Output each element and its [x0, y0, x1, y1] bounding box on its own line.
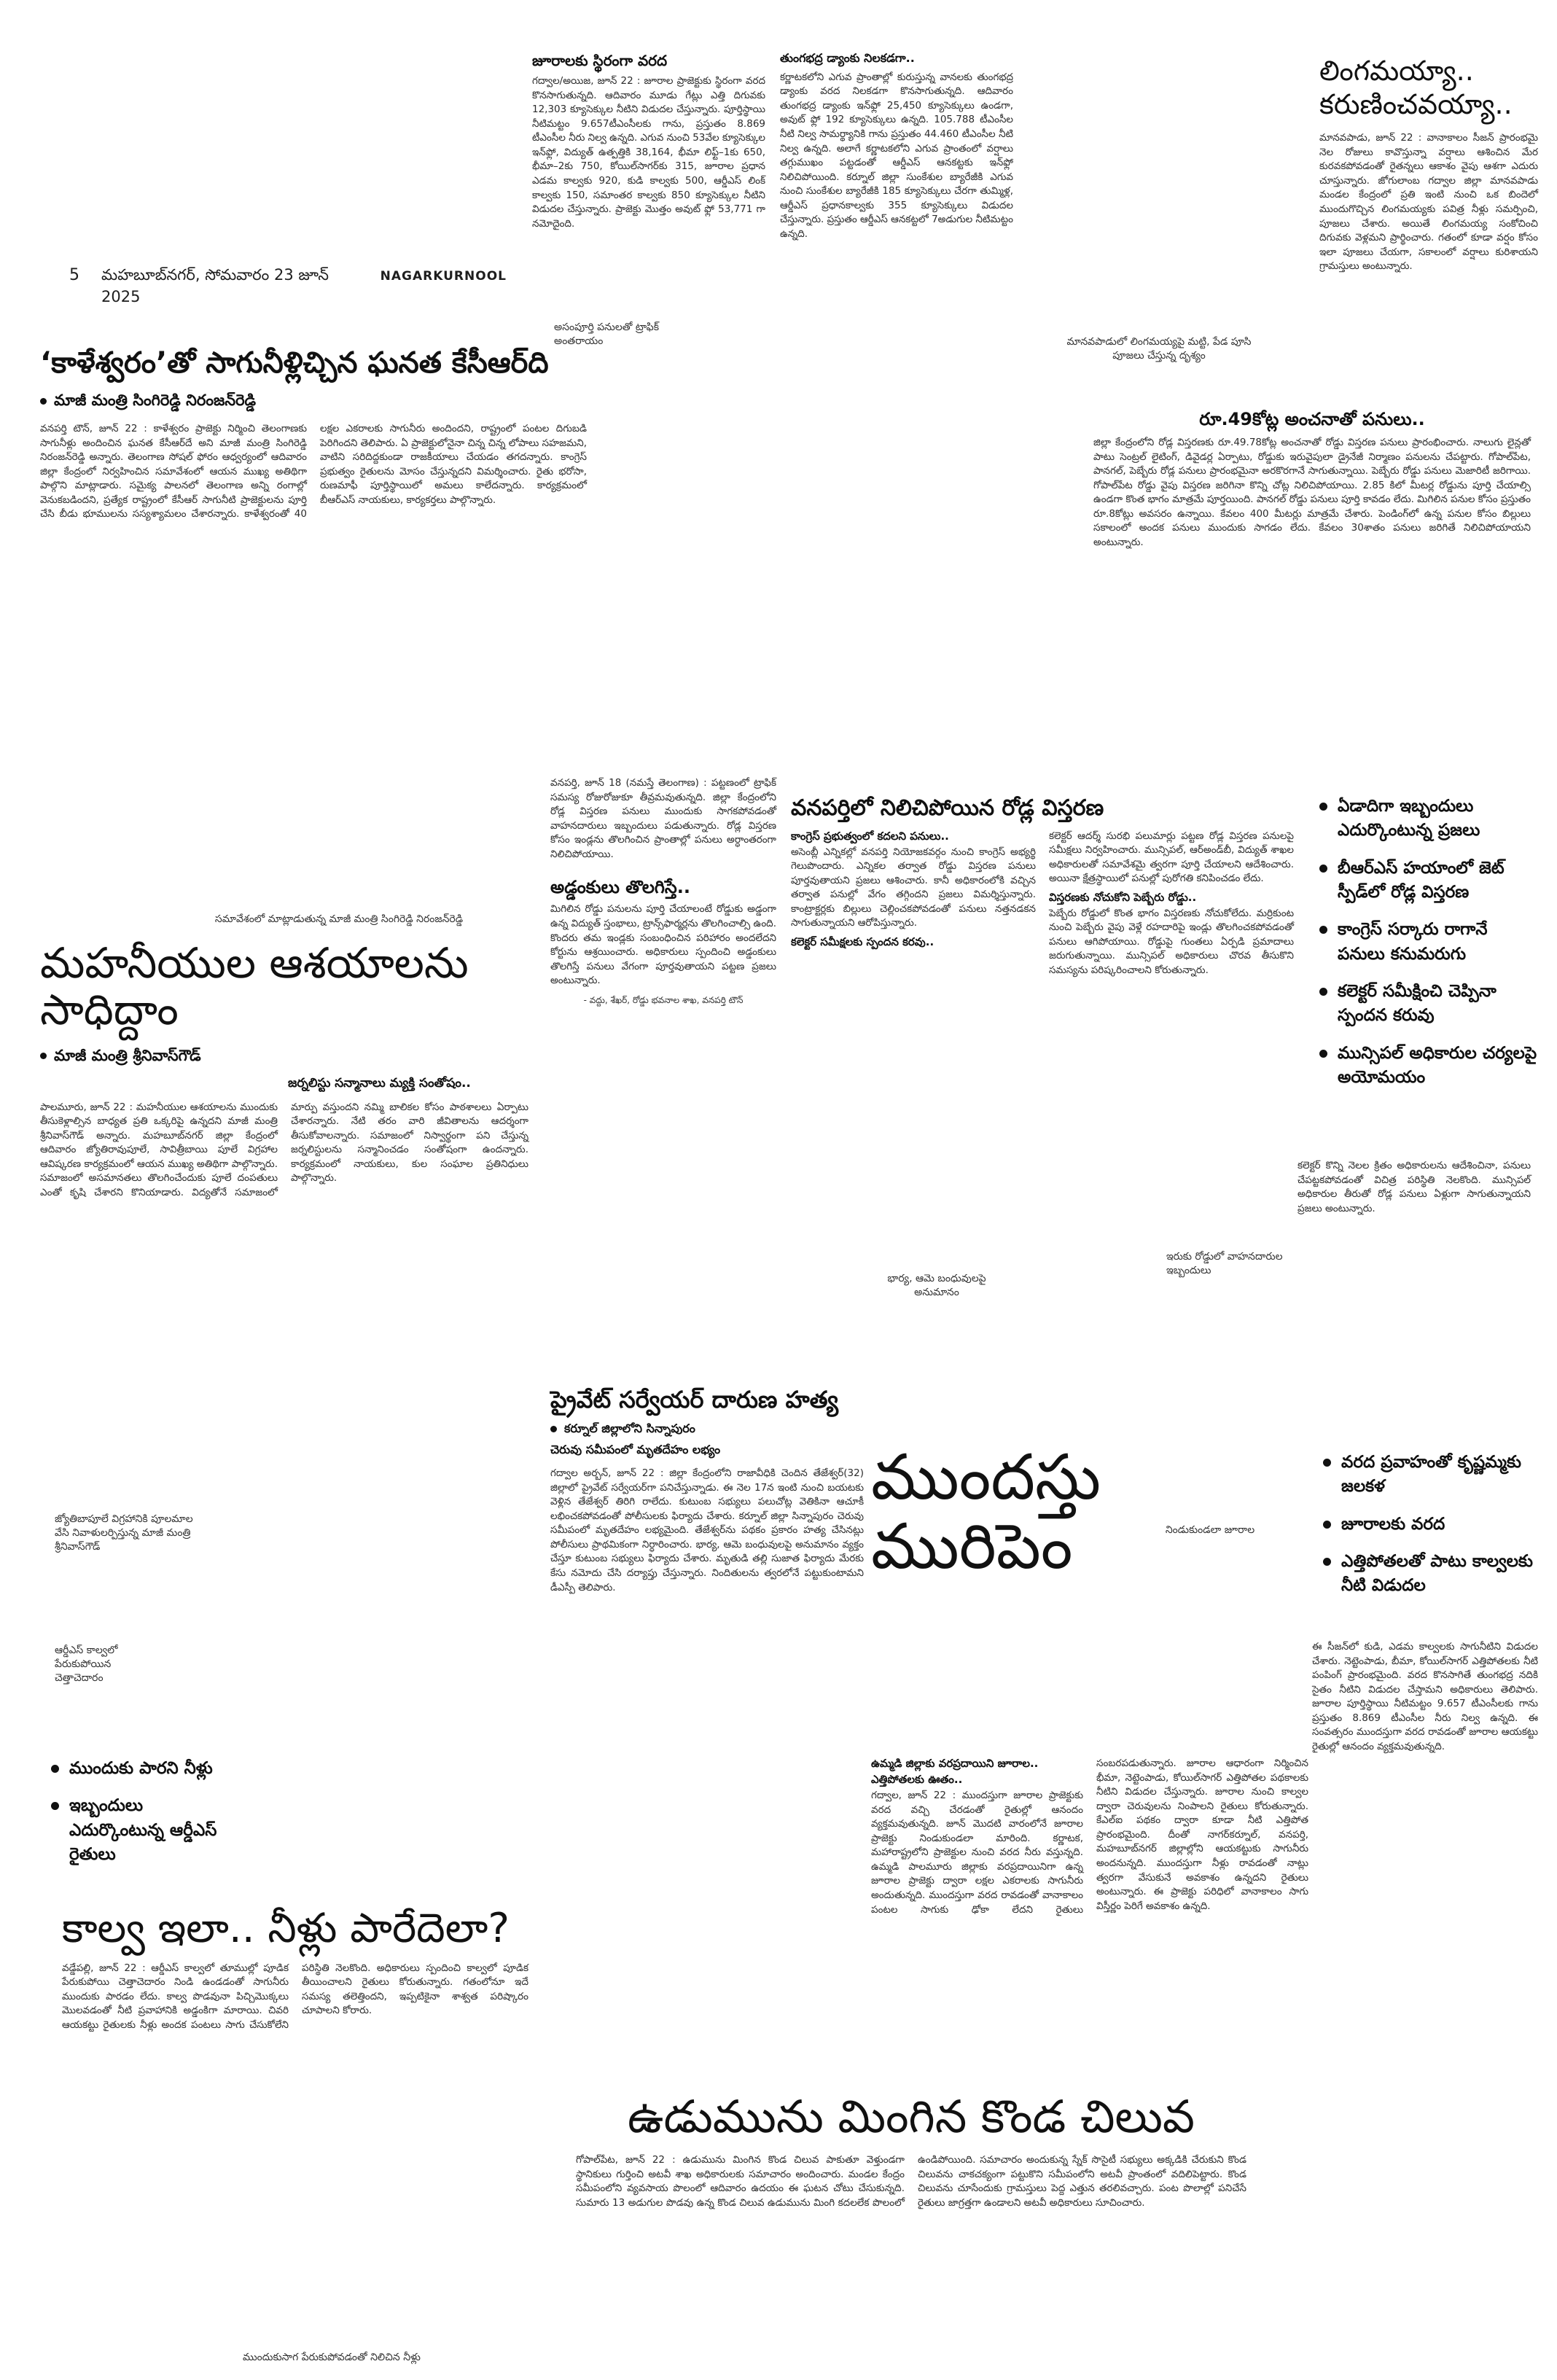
udumunu-photo-caption: ముందుకుసాగ పేరుకుపోవడంతో నిలిచిన నీళ్లు [243, 2352, 421, 2363]
lingamayya-article [1319, 55, 1538, 274]
surveyor-headline: ప్రైవేట్ సర్వేయర్ దారుణ హత్య [550, 1386, 839, 1413]
mundastu-article [871, 1443, 1308, 1581]
surveyor-bullet1: కర్నూల్ జిల్లాలోని సిన్నాపురం [550, 1421, 864, 1438]
vanaparthy-article [791, 795, 1294, 978]
bullet-item: ముందుకు పారని నీళ్లు [51, 1757, 226, 1781]
mundastu-headline: ముందస్తు మురిపెం [871, 1441, 1101, 1583]
page-number: 5 [69, 266, 79, 284]
bullet-item: కలెక్టర్ సమీక్షించి చెప్పినా స్పందన కరువు [1319, 980, 1538, 1029]
surveyor-bullet2: చెరువు సమీపంలో మృతదేహం లభ్యం [550, 1443, 721, 1456]
vanaparthy-sub1: కాంగ్రెస్ ప్రభుత్వంలో కదలని పనులు.. [791, 829, 949, 843]
kalva-article [62, 1906, 528, 2032]
suspect-note: భార్య, ఆమె బంధువులపై అనుమానం [887, 1273, 986, 1298]
mundastu-sub2: ఎత్తిపోతలకు ఊతం.. [871, 1773, 963, 1786]
bullet-dot [51, 1765, 59, 1773]
addankulu-subhead: అడ్డంకులు తొలగిస్తే.. [550, 877, 690, 898]
kaleshwaram-article [40, 346, 587, 522]
mundastu-sub1: ఉమ్మడి జిల్లాకు వరప్రదాయిని జూరాల.. [871, 1757, 1039, 1770]
kaleshwaram-byline: మాజీ మంత్రి సింగిరెడ్డి నిరంజన్‌రెడ్డి [40, 391, 288, 413]
bullet-item: కాంగ్రెస్ సర్కారు రాగానే పనులు కనుమరుగు [1319, 918, 1538, 967]
bullet-dot [1319, 988, 1327, 996]
vanaparthy-body1: అసెంబ్లీ ఎన్నికల్లో వనపర్తి నియోజకవర్గం నుంచి కాంగ్రెస్ అభ్యర్థి గెలుపొందారు. ఎన్నికల తర్వాత రోడ్డు విస్తరణ పనులు పూర్తవుతాయని ప్రజలు ఆశించారు. కానీ అధికారంలోకి వచ్చిన తర్వాత పనుల్లో వేగం తగ్గిందని ప్రజలు విమర్శిస్తున్నారు. కాంట్రాక్టర్లకు బిల్లులు చెల్లించకపోవడంతో పనులు నత్తనడకన సాగుతున్నాయని ఆరోపిస్తున్నారు. [791, 846, 1036, 929]
addankulu-article [550, 776, 776, 1006]
udumunu-body: గోపాల్‌పేట, జూన్ 22 : ఉడుమును మింగిన కొండ చిలువ పాకుతూ వెళ్తుండగా స్థానికులు గుర్తించి అటవీ శాఖ అధికారులకు సమాచారం అందించారు. మండల కేంద్రం సమీపంలోని వ్యవసాయ పొలంలో ఆదివారం ఉదయం ఈ ఘటన చోటు చేసుకున్నది. సుమారు 13 అడుగుల పొడవు ఉన్న కొండ చిలువ ఉడుమును మింగి కదలలేక పొలంలో ఉండిపోయింది. సమాచారం అందుకున్న స్నేక్ సొసైటీ సభ్యులు అక్కడికి చేరుకుని కొండ చిలువను చాకచక్యంగా పట్టుకొని సమీపంలోని అటవీ ప్రాంతంలో వదిలిపెట్టారు. కొండ చిలువను చూసేందుకు గ్రామస్తులు పెద్ద ఎత్తున తరలివచ్చారు. పంట పొలాల్లో పనిచేసే రైతులు జాగ్రత్తగా ఉండాలని అటవీ అధికారులు సూచించారు. [576, 2154, 1246, 2209]
lingamayya-headline: లింగమయ్యా.. కరుణించవయ్యా.. [1319, 55, 1513, 120]
bullet-item: ఇబ్బందులు ఎదుర్కొంటున్న ఆర్డీఎస్ రైతులు [51, 1794, 226, 1867]
addankulu-source: - వద్దు, శేఖర్, రోడ్డు భవనాల శాఖ, వనపర్తి టౌన్ [583, 994, 744, 1005]
tungabhadra-article [780, 51, 1013, 242]
mahaniyula-body: పాలమూరు, జూన్ 22 : మహనీయుల ఆశయాలను ముందుకు తీసుకెళ్లాల్సిన బాధ్యత ప్రతి ఒక్కరిపై ఉన్నదని మాజీ మంత్రి శ్రీనివాస్‌గౌడ్ అన్నారు. మహబూబ్‌నగర్ జిల్లా కేంద్రంలో ఆదివారం జ్యోతిరావుపూలే, సావిత్రీబాయి పూలే విగ్రహాల ఆవిష్కరణ కార్యక్రమంలో ఆయన ముఖ్య అతిథిగా పాల్గొన్నారు. సమాజంలో అసమానతలు తొలగించేందుకు పూలే దంపతులు ఎంతో కృషి చేశారని కొనియాడారు. విద్యతోనే సమాజంలో మార్పు వస్తుందని నమ్మి బాలికల కోసం పాఠశాలలు ఏర్పాటు చేశారన్నారు. నేటి తరం వారి జీవితాలను ఆదర్శంగా తీసుకోవాలన్నారు. సమాజంలో నిస్వార్థంగా పని చేస్తున్న జర్నలిస్టులను సన్మానించడం సంతోషంగా ఉందన్నారు. కార్యక్రమంలో నాయకులు, కుల సంఘాల ప్రతినిధులు పాల్గొన్నారు. [40, 1101, 528, 1198]
tungabhadra-body: కర్ణాటకలోని ఎగువ ప్రాంతాల్లో కురుస్తున్న వానలకు తుంగభద్ర డ్యాంకు వరద నిలకడగా కొనసాగుతున్నది. ఆదివారం తుంగభద్ర డ్యాంకు ఇన్‌ఫ్లో 25,450 క్యూసెక్కులు ఉండగా, అవుట్ ఫ్లో 192 క్యూసెక్కులు ఉన్నది. 105.788 టీఎంసీల నీటి నిల్వ సామర్థ్యానికి గాను ప్రస్తుతం 44.460 టీఎంసీల నీటి నిల్వ ఉన్నది. అలాగే కర్ణాటకలోని ఎగువ ప్రాంతంలో వర్షాలు తగ్గుముఖం పట్టడంతో ఆర్డీఎస్ ఆనకట్టకు ఇన్‌ఫ్లో నిలిచిపోయింది. కర్నూల్ జిల్లా సుంకేశుల బ్యారేజీకి ఎగువ నుంచి సుంకేశుల బ్యారేజీకి 185 క్యూసెక్కులు చేరగా తుమ్మిళ్ల, ఆర్డీఎస్ ప్రధానకాల్వకు 355 క్యూసెక్కులు విడుదల చేస్తున్నారు. ప్రస్తుతం ఆర్డీఎస్ ఆనకట్టలో 7అడుగుల నీటిమట్టం ఉన్నది. [780, 71, 1013, 240]
mahaniyula-article [40, 940, 528, 1201]
kalva-body: వడ్డేపల్లి, జూన్ 22 : ఆర్డీఎస్ కాల్వలో తూముల్లో పూడిక పేరుకుపోయి చెత్తాచెదారం నిండి ఉండడంతో సాగునీరు ముందుకు పారడం లేదు. కాల్వ పొడవునా పిచ్చిమొక్కలు మొలవడంతో నీటి ప్రవాహానికి అడ్డంకిగా మారాయి. చివరి ఆయకట్టు రైతులకు నీళ్లు అందక పంటలు సాగు చేసుకోలేని పరిస్థితి నెలకొంది. అధికారులు స్పందించి కాల్వలో పూడిక తీయించాలని రైతులు కోరుతున్నారు. గతంలోనూ ఇదే సమస్య తలెత్తిందని, ఇప్పటికైనా శాశ్వత పరిష్కారం చూపాలని కోరారు. [62, 1962, 528, 2031]
canal-photo-caption: ఆర్డీఎస్ కాల్వలో పేరుకుపోయిన చెత్తాచెదారం [55, 1644, 118, 1684]
vanaparthy-photo-caption: ఇరుకు రోడ్డులో వాహనదారుల ఇబ్బందులు [1166, 1251, 1283, 1276]
bullet-dot [1319, 803, 1327, 811]
vanaparthy-sub3: విస్తరణకు నోచుకోని పెబ్బేరు రోడ్డు.. [1049, 890, 1197, 904]
surveyor-body: గద్వాల అర్బన్, జూన్ 22 : జిల్లా కేంద్రంలోని రాజావీధికి చెందిన తేజేశ్వర్(32) జిల్లాలో ప్రైవేట్ సర్వేయర్‌గా పనిచేస్తున్నాడు. ఈ నెల 17న ఇంటి నుంచి బయటకు వెళ్లిన తేజేశ్వర్ తిరిగి రాలేదు. కుటుంబ సభ్యులు పలుచోట్ల వెతికినా ఆచూకీ లభించకపోవడంతో పోలీసులకు ఫిర్యాదు చేశారు. కర్నూల్ జిల్లా సిన్నాపురం చెరువు సమీపంలో మృతదేహం లభ్యమైంది. తేజేశ్వర్‌ను పథకం ప్రకారం హత్య చేసినట్లు పోలీసులు ప్రాథమికంగా నిర్ధారించారు. భార్య, ఆమె బంధువులపై అనుమానం వ్యక్తం చేస్తూ కుటుంబ సభ్యులు ఫిర్యాదు చేశారు. మృతుడి తల్లి సుజాత ఫిర్యాదు మేరకు కేసు నమోదు చేసి దర్యాప్తు చేస్తున్నారు. నిందితులను త్వరలోనే పట్టుకుంటామని డీఎస్పీ తెలిపారు. [550, 1467, 864, 1593]
jurala-article [532, 51, 765, 231]
bullet-dot [51, 1802, 59, 1810]
bullet-dot [1319, 865, 1327, 873]
vanaparthy-sub2: కలెక్టర్ సమీక్షలకు స్పందన కరవు.. [791, 935, 934, 948]
road-works-body: జిల్లా కేంద్రంలోని రోడ్ల విస్తరణకు రూ.49.78కోట్ల అంచనాతో రోడ్డు విస్తరణ పనులు ప్రారంభించారు. నాలుగు లైన్లతో పాటు సెంట్రల్ లైటింగ్, డివైడర్ల ఏర్పాటు, రోడ్డుకు ఇరువైపులా డ్రైనేజీ నిర్మాణం పనులను చేపట్టారు. గోపాల్‌పేట, పానగల్, పెబ్బేరు రోడ్ల పనులు ప్రారంభమైనా అరకొరగానే సాగుతున్నాయి. పెబ్బేరు రోడ్డు పనులు మెజారిటీ జరిగాయి. గోపాల్‌పేట రోడ్డు వైపు విస్తరణ జరిగినా కొన్ని చోట్ల నిలిచిపోయాయి. 2.85 కిలో మీటర్ల రోడ్డును పూర్తి చేయాల్సి ఉండగా కొంత భాగం మాత్రమే పూర్తయింది. పానగల్ రోడ్డు పనులు పూర్తి కావడం లేదు. మిగిలిన పనుల కోసం ప్రస్తుతం రూ.8కోట్లు అవసరం ఉన్నాయి. కేవలం 400 మీటర్లు మాత్రమే చేశారు. పెండింగ్‌లో ఉన్న పనుల కోసం బిల్లులు సకాలంలో అందక పనులు ముందుకు సాగడం లేదు. కేవలం 30శాతం పనులు జరిగితే నిలిచిపోయాయని అంటున్నారు. [1093, 437, 1531, 548]
bullet-item: ఎత్తిపోతలతో పాటు కాల్వలకు నీటి విడుదల [1323, 1550, 1534, 1599]
edition-name: NAGARKURNOOL [380, 269, 507, 284]
jurala-side-body: ఈ సీజన్‌లో కుడి, ఎడమ కాల్వలకు సాగునీటిని విడుదల చేశారు. నెట్టెంపాడు, బీమా, కోయిల్‌సాగర్ ఎత్తిపోతలకు నీటి పంపింగ్ ప్రారంభమైంది. వరద కొనసాగితే తుంగభద్ర నదికి సైతం నీటిని విడుదల చేస్తామని అధికారులు తెలిపారు. జూరాల పూర్తిస్థాయి నీటిమట్టం 9.657 టీఎంసీలకు గాను ప్రస్తుతం 8.869 టీఎంసీల నీరు నిల్వ ఉన్నది. ఈ సంవత్సరం ముందస్తుగా వరద రావడంతో జూరాల ఆయకట్టు రైతుల్లో ఆనందం వ్యక్తమవుతున్నది. [1312, 1641, 1538, 1752]
bullet-item: ఏడాదిగా ఇబ్బందులు ఎదుర్కొంటున్న ప్రజలు [1319, 795, 1538, 843]
mundastu-photo-caption: నిండుకుండలా జూరాల [1165, 1524, 1255, 1536]
vanaparthy-side-body: కలెక్టర్ కొన్ని నెలల క్రితం అధికారులను ఆదేశించినా, పనులు చేపట్టకపోవడంతో విచిత్ర పరిస్థితి నెలకొంది. మున్సిపల్ అధికారుల తీరుతో రోడ్ల పనులు ఏళ్లుగా సాగుతున్నాయని ప్రజలు అంటున్నారు. [1298, 1160, 1531, 1214]
mahaniyula-photo-caption: సమావేశంలో మాట్లాడుతున్న మాజీ మంత్రి సింగిరెడ్డి నిరంజన్‌రెడ్డి [214, 913, 464, 925]
mahaniyula-subhead: జర్నలిస్టు సన్మానాలు మ్యక్తి సంతోషం.. [288, 1075, 471, 1090]
road-works-headline: రూ.49కోట్ల అంచనాతో పనులు.. [1199, 409, 1425, 429]
surveyor-article [550, 1385, 864, 1595]
lingamayya-photo-caption: మానవపాడులో లింగమయ్యపై మట్టి, పేడ పూసి పూజలు చేస్తున్న దృశ్యం [1066, 336, 1252, 362]
lingamayya-body: మానవపాడు, జూన్ 22 : వానాకాలం సీజన్ ప్రారంభమై నెల రోజులు కావొస్తున్నా వర్షాలు ఆశించిన మేర కురవకపోవడంతో రైతన్నలు ఆకాశం వైపు ఆశగా ఎదురు చూస్తున్నారు. జోగులాంబ గద్వాల జిల్లా మానవపాడు మండల కేంద్రంలో ప్రతి ఇంటి నుంచి ఒక బిందెలో ముందుగొచ్చిన లింగమయ్యకు పవిత్ర నీళ్లు సమర్పించి, పూజలు చేశారు. అయితే లింగమయ్య సంకోచించి దిగువకు వెళ్లమని ప్రార్థించారు. గతంలో కూడా వర్షం కోసం ఇలా పూజలు చేయగా, సకాలంలో వర్షాలు కురిశాయని గ్రామస్తులు అంటున్నారు. [1319, 132, 1538, 273]
masthead [69, 266, 507, 305]
mundastu-body: గద్వాల, జూన్ 22 : ముందస్తుగా జూరాల ప్రాజెక్టుకు వరద వచ్చి చేరడంతో రైతుల్లో ఆనందం వ్యక్తమవుతున్నది. జూన్ మొదటి వారంలోనే జూరాల ప్రాజెక్టు నిండుకుండలా మారింది. కర్ణాటక, మహారాష్ట్రలోని ప్రాజెక్టుల నుంచి వరద నీరు వస్తున్నది. ఉమ్మడి పాలమూరు జిల్లాకు వరప్రదాయినిగా ఉన్న జూరాల ప్రాజెక్టు ద్వారా లక్షల ఎకరాలకు సాగునీరు అందుతున్నది. ముందస్తుగా వరద రావడంతో వానాకాలం పంటల సాగుకు ఢోకా లేదని రైతులు సంబరపడుతున్నారు. జూరాల ఆధారంగా నిర్మించిన భీమా, నెట్టెంపాడు, కోయిల్‌సాగర్ ఎత్తిపోతల పథకాలకు నీటిని విడుదల చేస్తున్నారు. జూరాల నుంచి కాల్వల ద్వారా చెరువులను నింపాలని రైతులు కోరుతున్నారు. కేఎల్ఐ పథకం ద్వారా కూడా నీటి ఎత్తిపోత ప్రారంభమైంది. దీంతో నాగర్‌కర్నూల్, వనపర్తి, మహబూబ్‌నగర్ జిల్లాల్లోని ఆయకట్టుకు సాగునీరు అందనున్నది. ముందస్తుగా నీళ్లు రావడంతో నాట్లు త్వరగా వేసుకునే అవకాశం ఉన్నదని రైతులు అంటున్నారు. ఈ ప్రాజెక్టు పరిధిలో వానాకాలం సాగు విస్తీర్ణం పెరిగే అవకాశం ఉన్నది. [871, 1757, 1308, 1916]
bullet-item: వరద ప్రవాహంతో కృష్ణమ్మకు జలకళ [1323, 1451, 1534, 1499]
bullet-dot [40, 1053, 47, 1059]
mundastu-body-block [871, 1757, 1308, 1917]
bullet-dot [1323, 1558, 1331, 1566]
vanaparthy-bullets [1319, 795, 1538, 1103]
traffic-photo-caption: అసంపూర్తి పనులతో ట్రాఫిక్ అంతరాయం [554, 321, 659, 347]
bullet-dot [1319, 1050, 1327, 1058]
jurala-headline: జూరాలకు స్థిరంగా వరద [532, 52, 668, 69]
tungabhadra-headline: తుంగభద్ర డ్యాంకు నిలకడగా.. [780, 51, 915, 65]
kalva-headline: కాల్వ ఇలా.. నీళ్లు పారేదెలా? [62, 1905, 510, 1952]
mahaniyula-byline: మాజీ మంత్రి శ్రీనివాస్‌గౌడ్ [40, 1047, 528, 1069]
date-line: మహబూబ్‌నగర్, సోమవారం 23 జూన్ 2025 [101, 266, 329, 305]
bullet-dot [1323, 1521, 1331, 1529]
jurala-body: గద్వాల/అయిజ, జూన్ 22 : జూరాల ప్రాజెక్టుకు స్థిరంగా వరద కొనసాగుతున్నది. ఆదివారం మూడు గేట్లు ఎత్తి దిగువకు 12,303 క్యూసెక్కుల నీటిని విడుదల చేస్తున్నారు. పూర్తిస్థాయి నీటిమట్టం 9.657టీఎంసీలకు గాను, ప్రస్తుతం 8.869 టీఎంసీల నీరు నిల్వ ఉన్నది. ఎగువ నుంచి 53వేల క్యూసెక్కుల ఇన్‌ఫ్లో, విద్యుత్ ఉత్పత్తికి 38,164, భీమా లిఫ్ట్‌–1కు 650, భీమా–2కు 750, కోయిల్‌సాగర్‌కు 315, జూరాల ప్రధాన ఎడమ కాల్వకు 920, కుడి కాల్వకు 500, ఆర్డీఎస్ లింక్ కాల్వకు 150, సమాంతర కాల్వకు 850 క్యూసెక్కుల నీటిని విడుదల చేస్తున్నారు. ప్రాజెక్టు మొత్తం అవుట్ ఫ్లో 53,771 గా నమోదైంది. [532, 75, 765, 230]
addankulu-body: మిగిలిన రోడ్డు పనులను పూర్తి చేయాలంటే రోడ్డుకు అడ్డంగా ఉన్న విద్యుత్ స్తంభాలు, ట్రాన్స్‌ఫార్మర్లను తొలగించాల్సి ఉంది. కొందరు తమ ఇండ్లకు సంబంధించిన పరిహారం అందలేదని కోర్టును ఆశ్రయించారు. అధికారులు స్పందించి అడ్డంకులు తొలగిస్తే పనులు వేగంగా పూర్తవుతాయని పట్టణ ప్రజలు అంటున్నారు. [550, 903, 776, 987]
vanaparthy-headline: వనపర్తిలో నిలిచిపోయిన రోడ్ల విస్తరణ [791, 795, 1104, 821]
vanaparthy-body2: కలెక్టర్ ఆదర్శ్ సురభి పలుమార్లు పట్టణ రోడ్ల విస్తరణ పనులపై సమీక్షలు నిర్వహించారు. మున్సిపల్, ఆర్‌అండ్‌బీ, విద్యుత్ శాఖల అధికారులతో సమావేశమై త్వరగా పూర్తి చేయాలని ఆదేశించారు. అయినా క్షేత్రస్థాయిలో పనుల్లో పురోగతి కనిపించడం లేదు. [1049, 830, 1294, 885]
kaleshwaram-headline: ‘కాళేశ్వరం’తో సాగునీళ్లిచ్చిన ఘనత కేసీఆర్‌ది [40, 346, 549, 380]
addankulu-intro: వనపర్తి, జూన్ 18 (నమస్తే తెలంగాణ) : పట్టణంలో ట్రాఫిక్ సమస్య రోజురోజుకూ తీవ్రమవుతున్నది. జిల్లా కేంద్రంలోని రోడ్ల విస్తరణ పనులు ముందుకు సాగకపోవడంతో వాహనదారులు ఇబ్బందులు పడుతున్నారు. రోడ్ల విస్తరణ కోసం ఇండ్లను తొలగించిన ప్రాంతాల్లో పనులు అర్ధాంతరంగా నిలిచిపోయాయి. [550, 777, 776, 860]
kaleshwaram-body: వనపర్తి టౌన్, జూన్ 22 : కాళేశ్వరం ప్రాజెక్టు నిర్మించి తెలంగాణకు సాగునీళ్లు అందించిన ఘనత కేసీఆర్‌దే అని మాజీ మంత్రి సింగిరెడ్డి నిరంజన్‌రెడ్డి అన్నారు. తెలంగాణ సోషల్ ఫోరం ఆధ్వర్యంలో ఆదివారం జిల్లా కేంద్రంలో నిర్వహించిన సమావేశంలో ఆయన ముఖ్య అతిథిగా పాల్గొని మాట్లాడారు. సమైక్య పాలనలో తెలంగాణ అన్ని రంగాల్లో వెనుకబడిందని, ప్రత్యేక రాష్ట్రంలో కేసీఆర్ సాగునీటి ప్రాజెక్టులను పూర్తి చేసి బీడు భూములను సస్యశ్యామలం చేశారన్నారు. కాళేశ్వరంతో 40 లక్షల ఎకరాలకు సాగునీరు అందిందని, రాష్ట్రంలో పంటల దిగుబడి పెరిగిందని తెలిపారు. ఏ ప్రాజెక్టులోనైనా చిన్న చిన్న లోపాలు సహజమని, వాటిని సరిదిద్దకుండా రాజకీయాలు చేయడం తగదన్నారు. కాంగ్రెస్ ప్రభుత్వం రైతులను మోసం చేస్తున్నదని విమర్శించారు. రైతు భరోసా, రుణమాఫీ పూర్తిస్థాయిలో అమలు కాలేదన్నారు. కార్యక్రమంలో బీఆర్ఎస్ నాయకులు, కార్యకర్తలు పాల్గొన్నారు. [40, 423, 587, 520]
rds-bullets [51, 1757, 226, 1880]
bullet-dot [550, 1426, 557, 1432]
bullet-dot [1323, 1459, 1331, 1467]
bullet-item: మున్సిపల్ అధికారుల చర్యలపై అయోమయం [1319, 1042, 1538, 1090]
jurala-bullets [1323, 1451, 1534, 1612]
bullet-dot [40, 398, 47, 405]
bullet-item: జూరాలకు వరద [1323, 1513, 1534, 1537]
mahaniyula-headline: మహనీయుల ఆశయాలను సాధిద్దాం [40, 938, 469, 1034]
udumunu-headline: ఉడుమును మింగిన కొండ చిలువ [627, 2090, 1195, 2143]
bullet-dot [1319, 926, 1327, 934]
bullet-item: బీఆర్ఎస్ హయాంలో జెట్ స్పీడ్‌లో రోడ్ల విస్తరణ [1319, 857, 1538, 905]
vanaparthy-body3: పెబ్బేరు రోడ్డులో కొంత భాగం విస్తరణకు నోచుకోలేదు. మర్రికుంట నుంచి పెబ్బేరు వైపు వెళ్లే రహదారిపై ఇండ్లు తొలగించకపోవడంతో పనులు ఆగిపోయాయి. రోడ్డుపై గుంతలు ఏర్పడి ప్రమాదాలు జరుగుతున్నాయి. మున్సిపల్ అధికారులు చొరవ తీసుకొని సమస్యను పరిష్కరించాలని కోరుతున్నారు. [1049, 907, 1294, 976]
road-works-article [1093, 408, 1531, 550]
phule-photo-caption: జ్యోతిబాపూలే విగ్రహానికి పూలమాల వేసి నివాళులర్పిస్తున్న మాజీ మంత్రి శ్రీనివాస్‌గౌడ్ [55, 1513, 193, 1553]
udumunu-article [576, 2092, 1246, 2210]
